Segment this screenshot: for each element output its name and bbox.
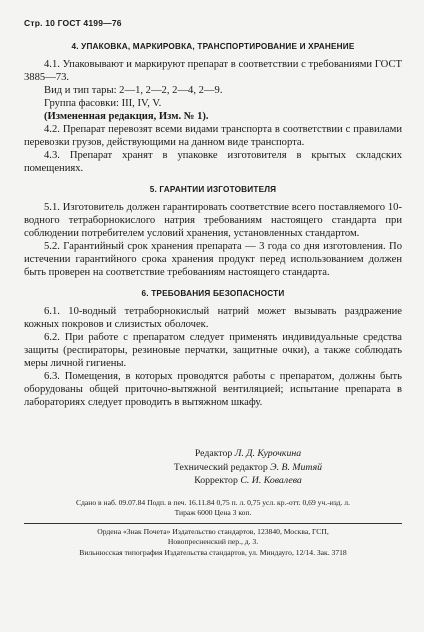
para-4-1: 4.1. Упаковывают и маркируют препарат в соответствии с требованиями ГОСТ 3885—73. <box>24 59 402 83</box>
para-5-1: 5.1. Изготовитель должен гарантировать соответствие всего поставляемого 10-водного тетраборнокислого натрия требованиям настоящего стандарта при соблюдении потребителем условий хранения, установленных стандартом. <box>24 202 402 239</box>
editor-label: Редактор <box>194 448 233 459</box>
imprint-line-1: Сдано в наб. 09.07.84 Подп. в печ. 16.11.84 0,75 п. л. 0,75 усл. кр.-отт. 0,69 уч.-изд. л. <box>76 497 350 507</box>
section-6-title: 6. ТРЕБОВАНИЯ БЕЗОПАСНОСТИ <box>141 289 285 298</box>
para-6-1: 6.1. 10-водный тетраборнокислый натрий может вызывать раздражение кожных покровов и слизистых оболочек. <box>24 306 402 330</box>
editors-block <box>24 447 402 488</box>
para-amendment: (Измененная редакция, Изм. № 1). <box>44 111 209 122</box>
imprint-line-2: Тираж 6000 Цена 3 коп. <box>174 508 252 517</box>
para-4-3: 4.3. Препарат хранят в упаковке изготовителя в крытых складских помещениях. <box>24 150 402 174</box>
tech-editor-line <box>94 461 402 475</box>
para-6-3: 6.3. Помещения, в которых проводятся работы с препаратом, должны быть оборудованы общей приточно-вытяжной вентиляцией; испытание препарата в лабораториях следует проводить в вытяжном шкафу. <box>24 371 402 408</box>
imprint-line-5: Вильнюсская типография Издательства стандартов, ул. Миндауго, 12/14. Зак. 3718 <box>79 547 347 557</box>
section-4-title: 4. УПАКОВКА, МАРКИРОВКА, ТРАНСПОРТИРОВАНИЕ И ХРАНЕНИЕ <box>71 42 355 51</box>
imprint-block <box>24 498 402 559</box>
corrector-label: Корректор <box>194 475 238 486</box>
corrector-name: С. И. Ковалева <box>240 475 302 486</box>
imprint-line-4: Новопресненский пер., д. 3. <box>167 537 259 546</box>
para-4-2: 4.2. Препарат перевозят всеми видами транспорта в соответствии с правилами перевозки грузов, действующими на данном виде транспорта. <box>24 124 402 148</box>
corrector-line <box>94 474 402 488</box>
para-6-2: 6.2. При работе с препаратом следует применять индивидуальные средства защиты (респираторы, резиновые перчатки, защитные очки), а также соблюдать меры личной гигиены. <box>24 332 402 369</box>
editor-name: Л. Д. Курочкина <box>234 448 302 459</box>
tech-editor-label: Технический редактор <box>173 461 268 473</box>
page-header: Стр. 10 ГОСТ 4199—76 <box>24 18 122 28</box>
para-container-type: Вид и тип тары: 2—1, 2—2, 2—4, 2—9. <box>44 85 223 96</box>
tech-editor-name: Э. В. Митяй <box>270 461 323 473</box>
section-5-title: 5. ГАРАНТИИ ИЗГОТОВИТЕЛЯ <box>149 185 277 194</box>
para-packing-group: Группа фасовки: III, IV, V. <box>44 98 162 109</box>
imprint-divider <box>24 523 402 524</box>
editor-line <box>94 447 402 461</box>
para-5-2: 5.2. Гарантийный срок хранения препарата — 3 года со дня изготовления. По истечении гарантийного срока хранения продукт перед использованием должен быть проверен на соответствие требованиям настоящего стандарта. <box>24 241 402 278</box>
imprint-line-3: Ордена «Знак Почета» Издательство стандартов, 123840, Москва, ГСП, <box>97 526 329 536</box>
